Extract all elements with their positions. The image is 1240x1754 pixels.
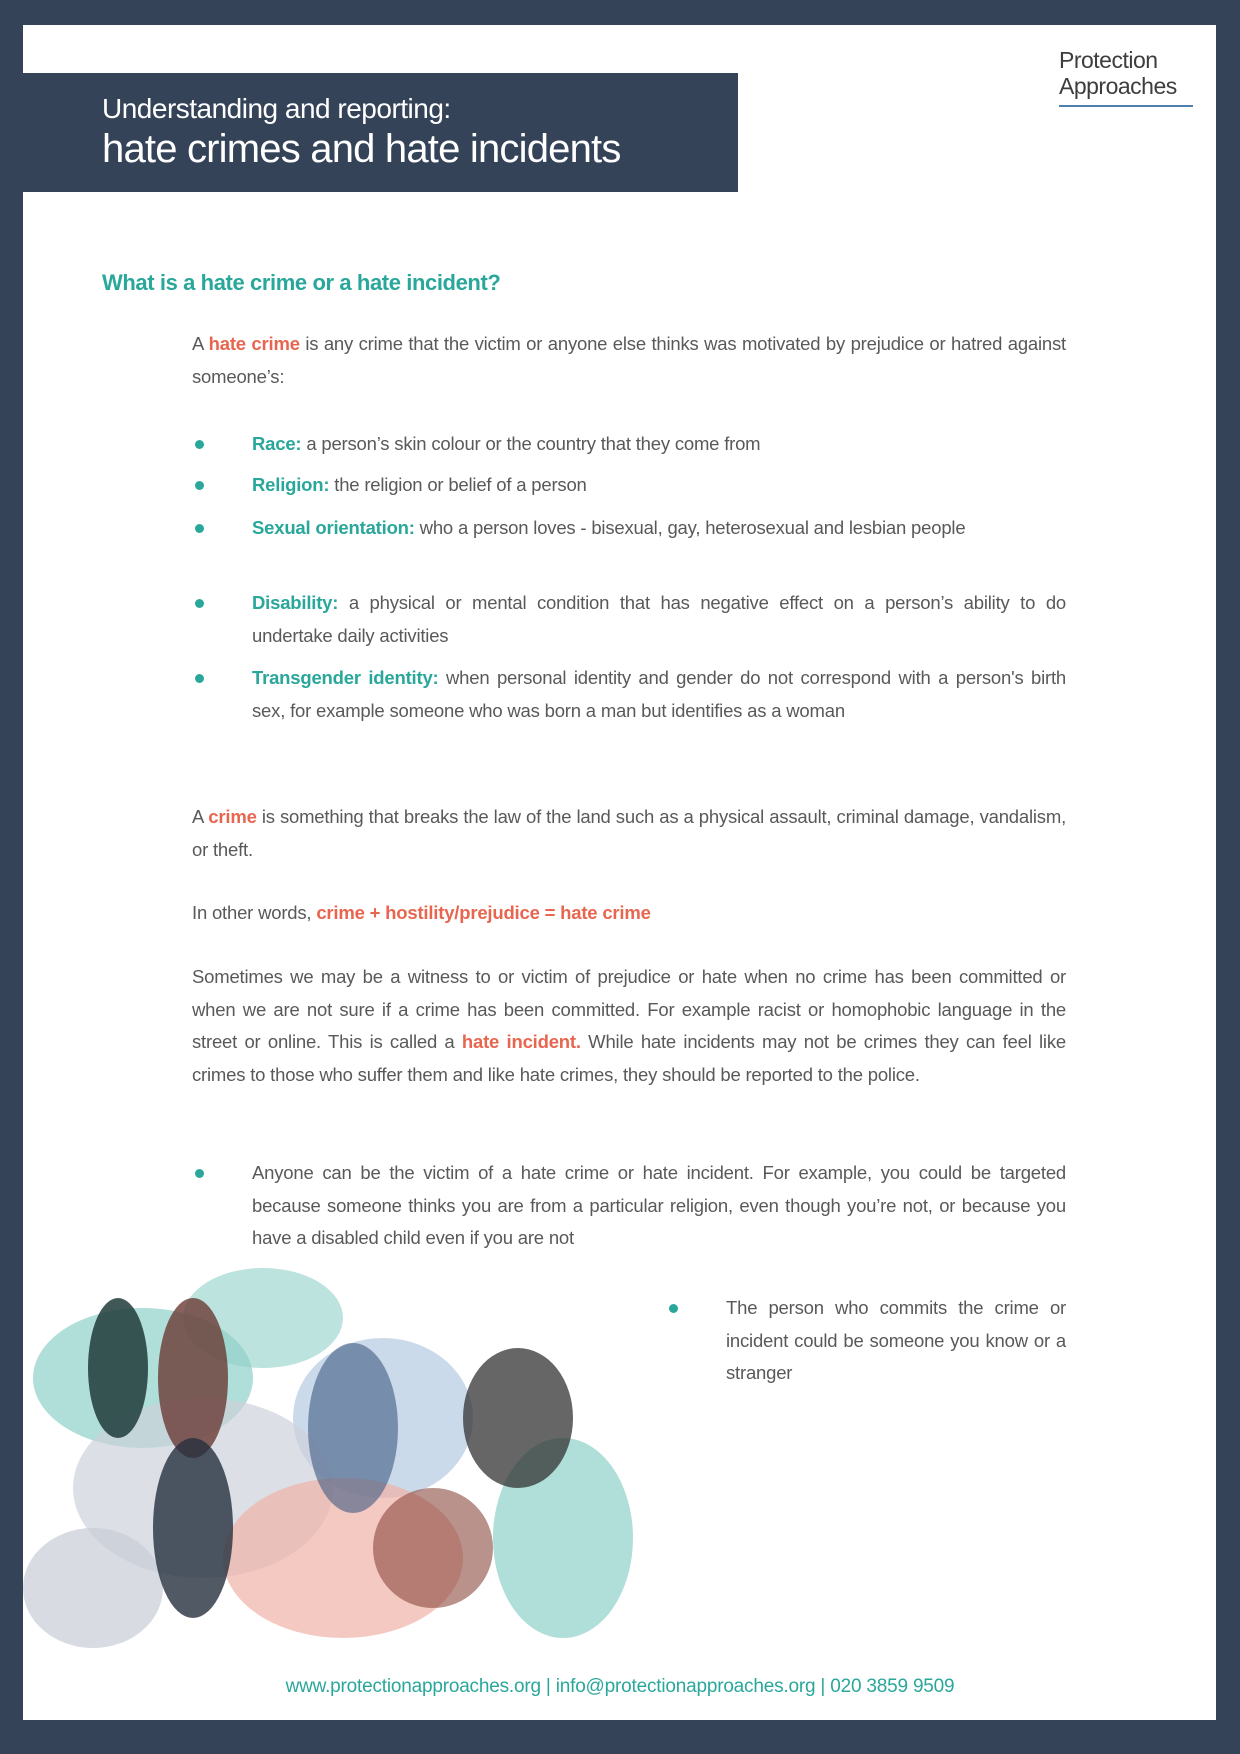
text-segment: is any crime that the victim or anyone else thinks was motivated by prejudice or hatred against someone’s: xyxy=(192,333,1066,387)
crime-definition-paragraph xyxy=(192,801,1066,866)
category-description: a physical or mental condition that has negative effect on a person’s ability to do undertake daily activities xyxy=(252,592,1066,646)
text-segment: A xyxy=(192,333,209,354)
highlighted-term: hate crime xyxy=(208,333,300,354)
text-segment: In other words, xyxy=(192,902,317,923)
intro-paragraph xyxy=(192,328,1066,393)
text-segment: A xyxy=(192,806,209,827)
category-item xyxy=(192,469,1066,502)
category-description: when personal identity and gender do not correspond with a person's birth sex, for example someone who was born a man but identifies as a woman xyxy=(252,667,1066,721)
list-item xyxy=(666,1292,1066,1390)
bullet-icon xyxy=(195,481,204,490)
category-description: the religion or belief of a person xyxy=(329,474,587,495)
highlighted-term: hate incident. xyxy=(461,1031,581,1052)
bullet-icon xyxy=(669,1304,678,1313)
category-term: Religion: xyxy=(252,474,330,495)
bullet-icon xyxy=(195,524,204,533)
text-segment: is something that breaks the law of the land such as a physical assault, criminal damage, vandalism, or theft. xyxy=(192,806,1067,860)
illustration-people-icon xyxy=(23,1258,646,1678)
category-description: a person’s skin colour or the country that they come from xyxy=(301,433,761,454)
bullet-text: Anyone can be the victim of a hate crime or hate incident. For example, you could be targeted because someone thinks you are from a particular religion, even though you’re not, or because you have a disabled child even if you are not xyxy=(252,1162,1066,1248)
bullet-text: The person who commits the crime or incident could be someone you know or a stranger xyxy=(726,1297,1066,1383)
title-banner xyxy=(23,73,738,192)
text-segment: Sometimes we may be a witness to or victim of prejudice or hate when no crime has been committed or when we are not sure if a crime has been committed. For example racist or homophobic language in the street or online. This is called a xyxy=(192,966,1066,1052)
illustration-image xyxy=(23,1258,646,1678)
section-heading: What is a hate crime or a hate incident? xyxy=(102,270,501,295)
bullet-icon xyxy=(195,1169,204,1178)
category-item xyxy=(192,512,1066,545)
equation-paragraph xyxy=(192,897,1066,930)
category-item xyxy=(192,662,1066,727)
bullet-icon xyxy=(195,599,204,608)
category-term: Transgender identity: xyxy=(252,667,439,688)
footer-contact: www.protectionapproaches.org | info@protectionapproaches.org | 020 3859 9509 xyxy=(285,1676,955,1697)
logo-line-2: Approaches xyxy=(1059,73,1177,99)
category-item xyxy=(192,428,1066,461)
list-item xyxy=(192,1157,1066,1255)
organisation-logo xyxy=(1059,47,1193,107)
category-term: Sexual orientation: xyxy=(252,517,415,538)
highlighted-term: crime xyxy=(208,806,257,827)
logo-underline xyxy=(1059,105,1193,107)
hate-incident-paragraph xyxy=(192,961,1066,1091)
logo-line-1: Protection xyxy=(1059,47,1158,73)
text-segment: While hate incidents may not be crimes they can feel like crimes to those who suffer them and like hate crimes, they should be reported to the police. xyxy=(192,1031,1066,1085)
category-description: who a person loves - bisexual, gay, heterosexual and lesbian people xyxy=(414,517,966,538)
bullet-icon xyxy=(195,674,204,683)
document-title: hate crimes and hate incidents xyxy=(102,127,621,171)
category-term: Race: xyxy=(252,433,302,454)
category-item xyxy=(192,587,1066,652)
category-term: Disability: xyxy=(252,592,339,613)
highlighted-term: crime + hostility/prejudice = hate crime xyxy=(316,902,651,923)
document-subtitle: Understanding and reporting: xyxy=(102,93,451,124)
bullet-icon xyxy=(195,440,204,449)
